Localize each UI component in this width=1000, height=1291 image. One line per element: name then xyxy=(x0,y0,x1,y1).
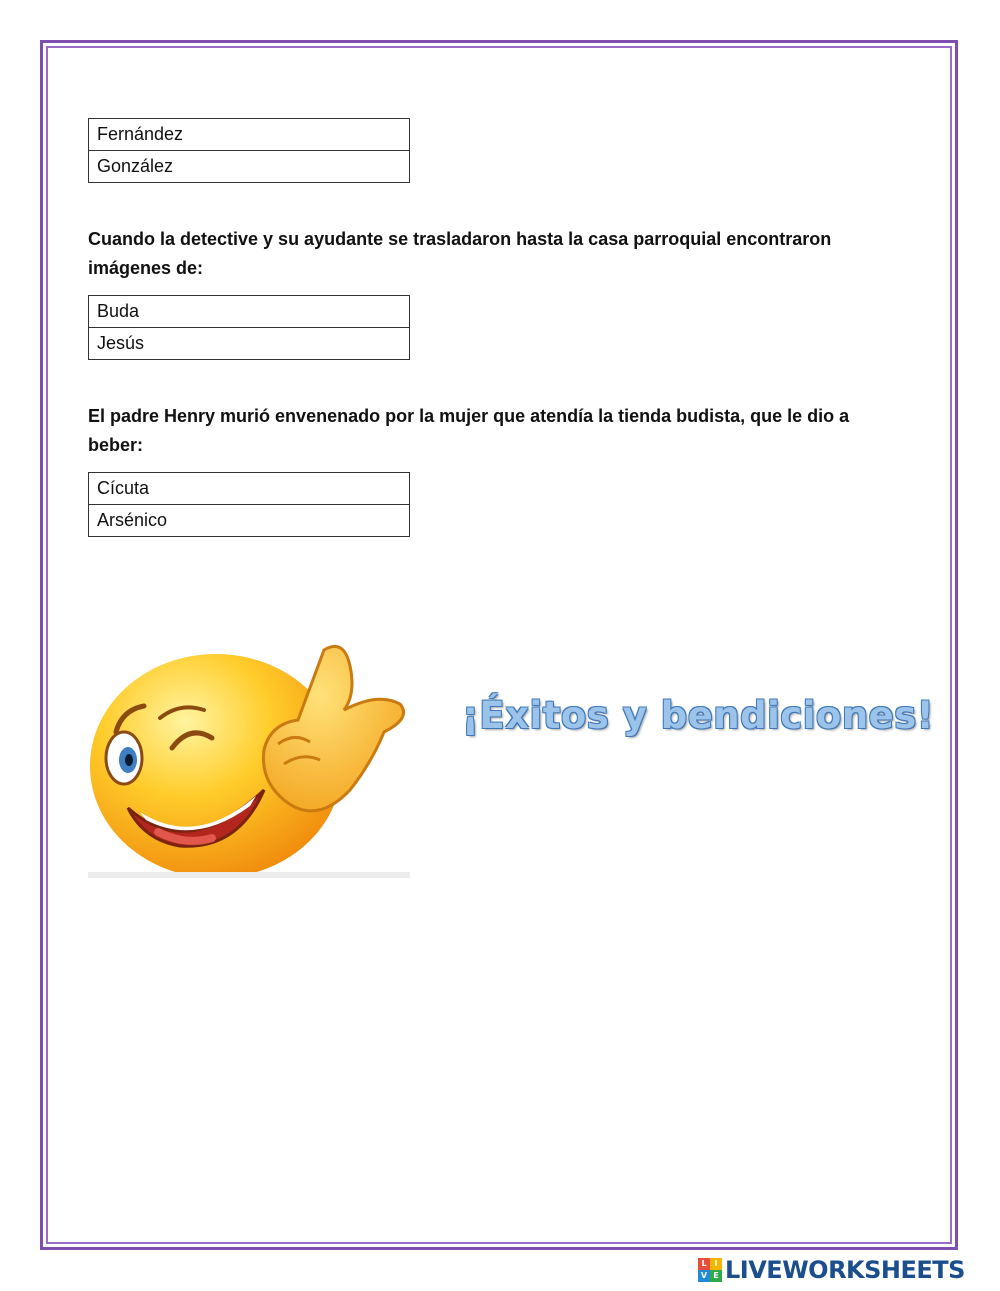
option-arsenico[interactable]: Arsénico xyxy=(89,505,410,537)
answer-options-images xyxy=(88,295,410,360)
closing-message: ¡Éxitos y bendiciones! xyxy=(462,694,935,737)
answer-options-poison xyxy=(88,472,410,537)
liveworksheets-logo[interactable] xyxy=(698,1256,965,1284)
question-3-prompt: El padre Henry murió envenenado por la mujer que atendía la tienda budista, que le dio a beber: xyxy=(88,406,850,455)
winking-emoji-thumbs-up-icon xyxy=(88,640,410,878)
option-jesus[interactable]: Jesús xyxy=(89,328,410,360)
question-2-prompt: Cuando la detective y su ayudante se trasladaron hasta la casa parroquial encontraron imágenes de: xyxy=(88,229,832,278)
option-gonzalez[interactable]: González xyxy=(89,151,410,183)
option-cicuta[interactable]: Cícuta xyxy=(89,473,410,505)
brand-name: LIVEWORKSHEETS xyxy=(725,1256,965,1284)
answer-options-surname xyxy=(88,118,410,183)
liveworksheets-logo-icon: L I V E xyxy=(698,1258,722,1282)
hand-gesture xyxy=(263,646,403,811)
option-fernandez[interactable]: Fernández xyxy=(89,119,410,151)
option-buda[interactable]: Buda xyxy=(89,296,410,328)
